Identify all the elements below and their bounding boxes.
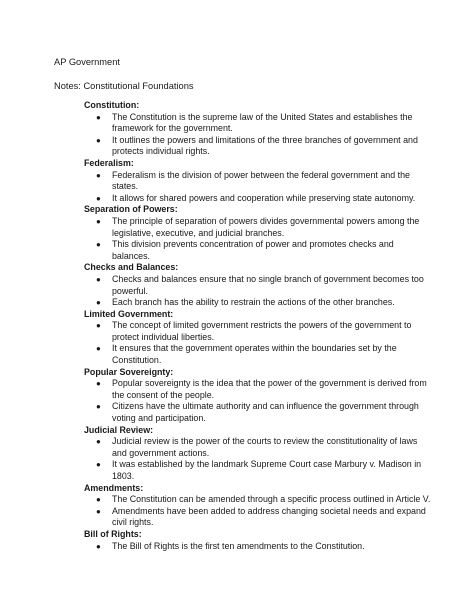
- bullet-list: [84, 170, 424, 205]
- bullet-icon: ●: [96, 240, 101, 250]
- bullet-list: [84, 274, 424, 309]
- bullet-icon: ●: [96, 112, 101, 122]
- list-item: [84, 112, 424, 135]
- notes-section: [84, 529, 424, 552]
- bullet-list: [84, 378, 427, 424]
- bullet-text-line: Checks and balances ensure that no single branch of government becomes too: [112, 273, 424, 284]
- bullet-text-line: Constitution.: [112, 355, 162, 366]
- bullet-text-line: balances.: [112, 250, 150, 261]
- bullet-text-line: This division prevents concentration of power and promotes checks and: [112, 239, 394, 250]
- bullet-icon: ●: [96, 321, 101, 331]
- notes-section: [84, 204, 424, 262]
- list-item: [84, 343, 424, 366]
- list-item: [84, 297, 424, 309]
- bullet-icon: ●: [96, 402, 101, 412]
- section-heading: Bill of Rights:: [84, 528, 142, 539]
- bullet-icon: ●: [96, 506, 101, 516]
- bullet-icon: ●: [96, 193, 101, 203]
- notes-section: [84, 262, 424, 308]
- bullet-text-line: Each branch has the ability to restrain the actions of the other branches.: [112, 297, 395, 308]
- bullet-text-line: It was established by the landmark Supreme Court case Marbury v. Madison in: [112, 459, 422, 470]
- bullet-text-line: Amendments have been added to address changing societal needs and expand: [112, 505, 426, 516]
- bullet-list: [84, 216, 424, 262]
- list-item: [84, 378, 427, 401]
- list-item: [84, 320, 424, 343]
- bullet-text-line: Citizens have the ultimate authority and can influence the government through: [112, 401, 419, 412]
- bullet-icon: ●: [96, 298, 101, 308]
- notes-section: [84, 366, 427, 425]
- bullet-text-line: the consent of the people.: [112, 389, 215, 400]
- bullet-icon: ●: [96, 274, 101, 284]
- list-item: [84, 401, 424, 424]
- notes-section: [84, 158, 424, 204]
- bullet-text-line: and government actions.: [112, 447, 210, 458]
- bullet-icon: ●: [96, 216, 101, 226]
- bullet-list: [84, 541, 424, 553]
- bullet-text-line: Federalism is the division of power between the federal government and the: [112, 169, 410, 180]
- bullet-icon: ●: [96, 437, 101, 447]
- bullet-text-line: The principle of separation of powers divides governmental powers among the: [112, 215, 420, 226]
- list-item: [84, 193, 424, 205]
- notes-sections: [84, 100, 431, 552]
- section-heading: Amendments:: [84, 482, 144, 493]
- bullet-list: [84, 494, 431, 529]
- section-heading: Limited Government:: [84, 308, 174, 319]
- section-heading: Checks and Balances:: [84, 262, 179, 273]
- notes-section: [84, 309, 424, 367]
- bullet-icon: ●: [96, 344, 101, 354]
- bullet-text-line: Judicial review is the power of the courts to review the constitutionality of laws: [112, 436, 418, 447]
- bullet-icon: ●: [96, 541, 101, 551]
- bullet-text-line: 1803.: [112, 471, 135, 481]
- bullet-list: [84, 320, 424, 366]
- bullet-text-line: It allows for shared powers and cooperation while preserving state autonomy.: [112, 192, 416, 203]
- list-item: [84, 239, 424, 262]
- bullet-text-line: The Bill of Rights is the first ten amendments to the Constitution.: [112, 540, 365, 551]
- document-subtitle: Notes: Constitutional Foundations: [54, 81, 194, 91]
- notes-section: [84, 100, 424, 158]
- list-item: [84, 216, 424, 239]
- section-heading: Separation of Powers:: [84, 204, 178, 215]
- bullet-icon: ●: [96, 135, 101, 145]
- bullet-text-line: It ensures that the government operates within the boundaries set by the: [112, 343, 397, 354]
- list-item: [84, 459, 424, 482]
- bullet-text-line: It outlines the powers and limitations of the three branches of government and: [112, 134, 418, 145]
- list-item: [84, 170, 424, 193]
- bullet-text-line: The concept of limited government restricts the powers of the government to: [112, 320, 412, 331]
- document-title: AP Government: [54, 57, 120, 67]
- list-item: [84, 135, 424, 158]
- bullet-text-line: civil rights.: [112, 517, 154, 528]
- list-item: [84, 541, 424, 553]
- section-heading: Judicial Review:: [84, 424, 154, 435]
- bullet-text-line: voting and participation.: [112, 413, 206, 424]
- section-heading: Constitution:: [84, 100, 140, 110]
- bullet-text-line: legislative, executive, and judicial branches.: [112, 227, 285, 238]
- list-item: [84, 494, 431, 506]
- bullet-text-line: Popular sovereignty is the idea that the power of the government is derived from: [112, 378, 427, 389]
- bullet-text-line: The Constitution can be amended through a specific process outlined in Article V.: [112, 494, 431, 505]
- list-item: [84, 274, 424, 297]
- bullet-list: [84, 436, 424, 482]
- notes-section: [84, 425, 424, 483]
- bullet-text-line: framework for the government.: [112, 123, 233, 134]
- bullet-text-line: protects individual rights.: [112, 146, 210, 157]
- notes-section: [84, 482, 431, 529]
- section-heading: Popular Sovereignty:: [84, 366, 174, 377]
- bullet-icon: ●: [96, 379, 101, 389]
- bullet-icon: ●: [96, 170, 101, 180]
- bullet-text-line: powerful.: [112, 285, 149, 296]
- bullet-text-line: protect individual liberties.: [112, 331, 215, 342]
- bullet-list: [84, 112, 424, 158]
- section-heading: Federalism:: [84, 157, 134, 168]
- bullet-icon: ●: [96, 495, 101, 505]
- list-item: [84, 506, 424, 529]
- bullet-icon: ●: [96, 460, 101, 470]
- list-item: [84, 436, 424, 459]
- bullet-text-line: The Constitution is the supreme law of the United States and establishes the: [112, 111, 413, 122]
- bullet-text-line: states.: [112, 181, 139, 192]
